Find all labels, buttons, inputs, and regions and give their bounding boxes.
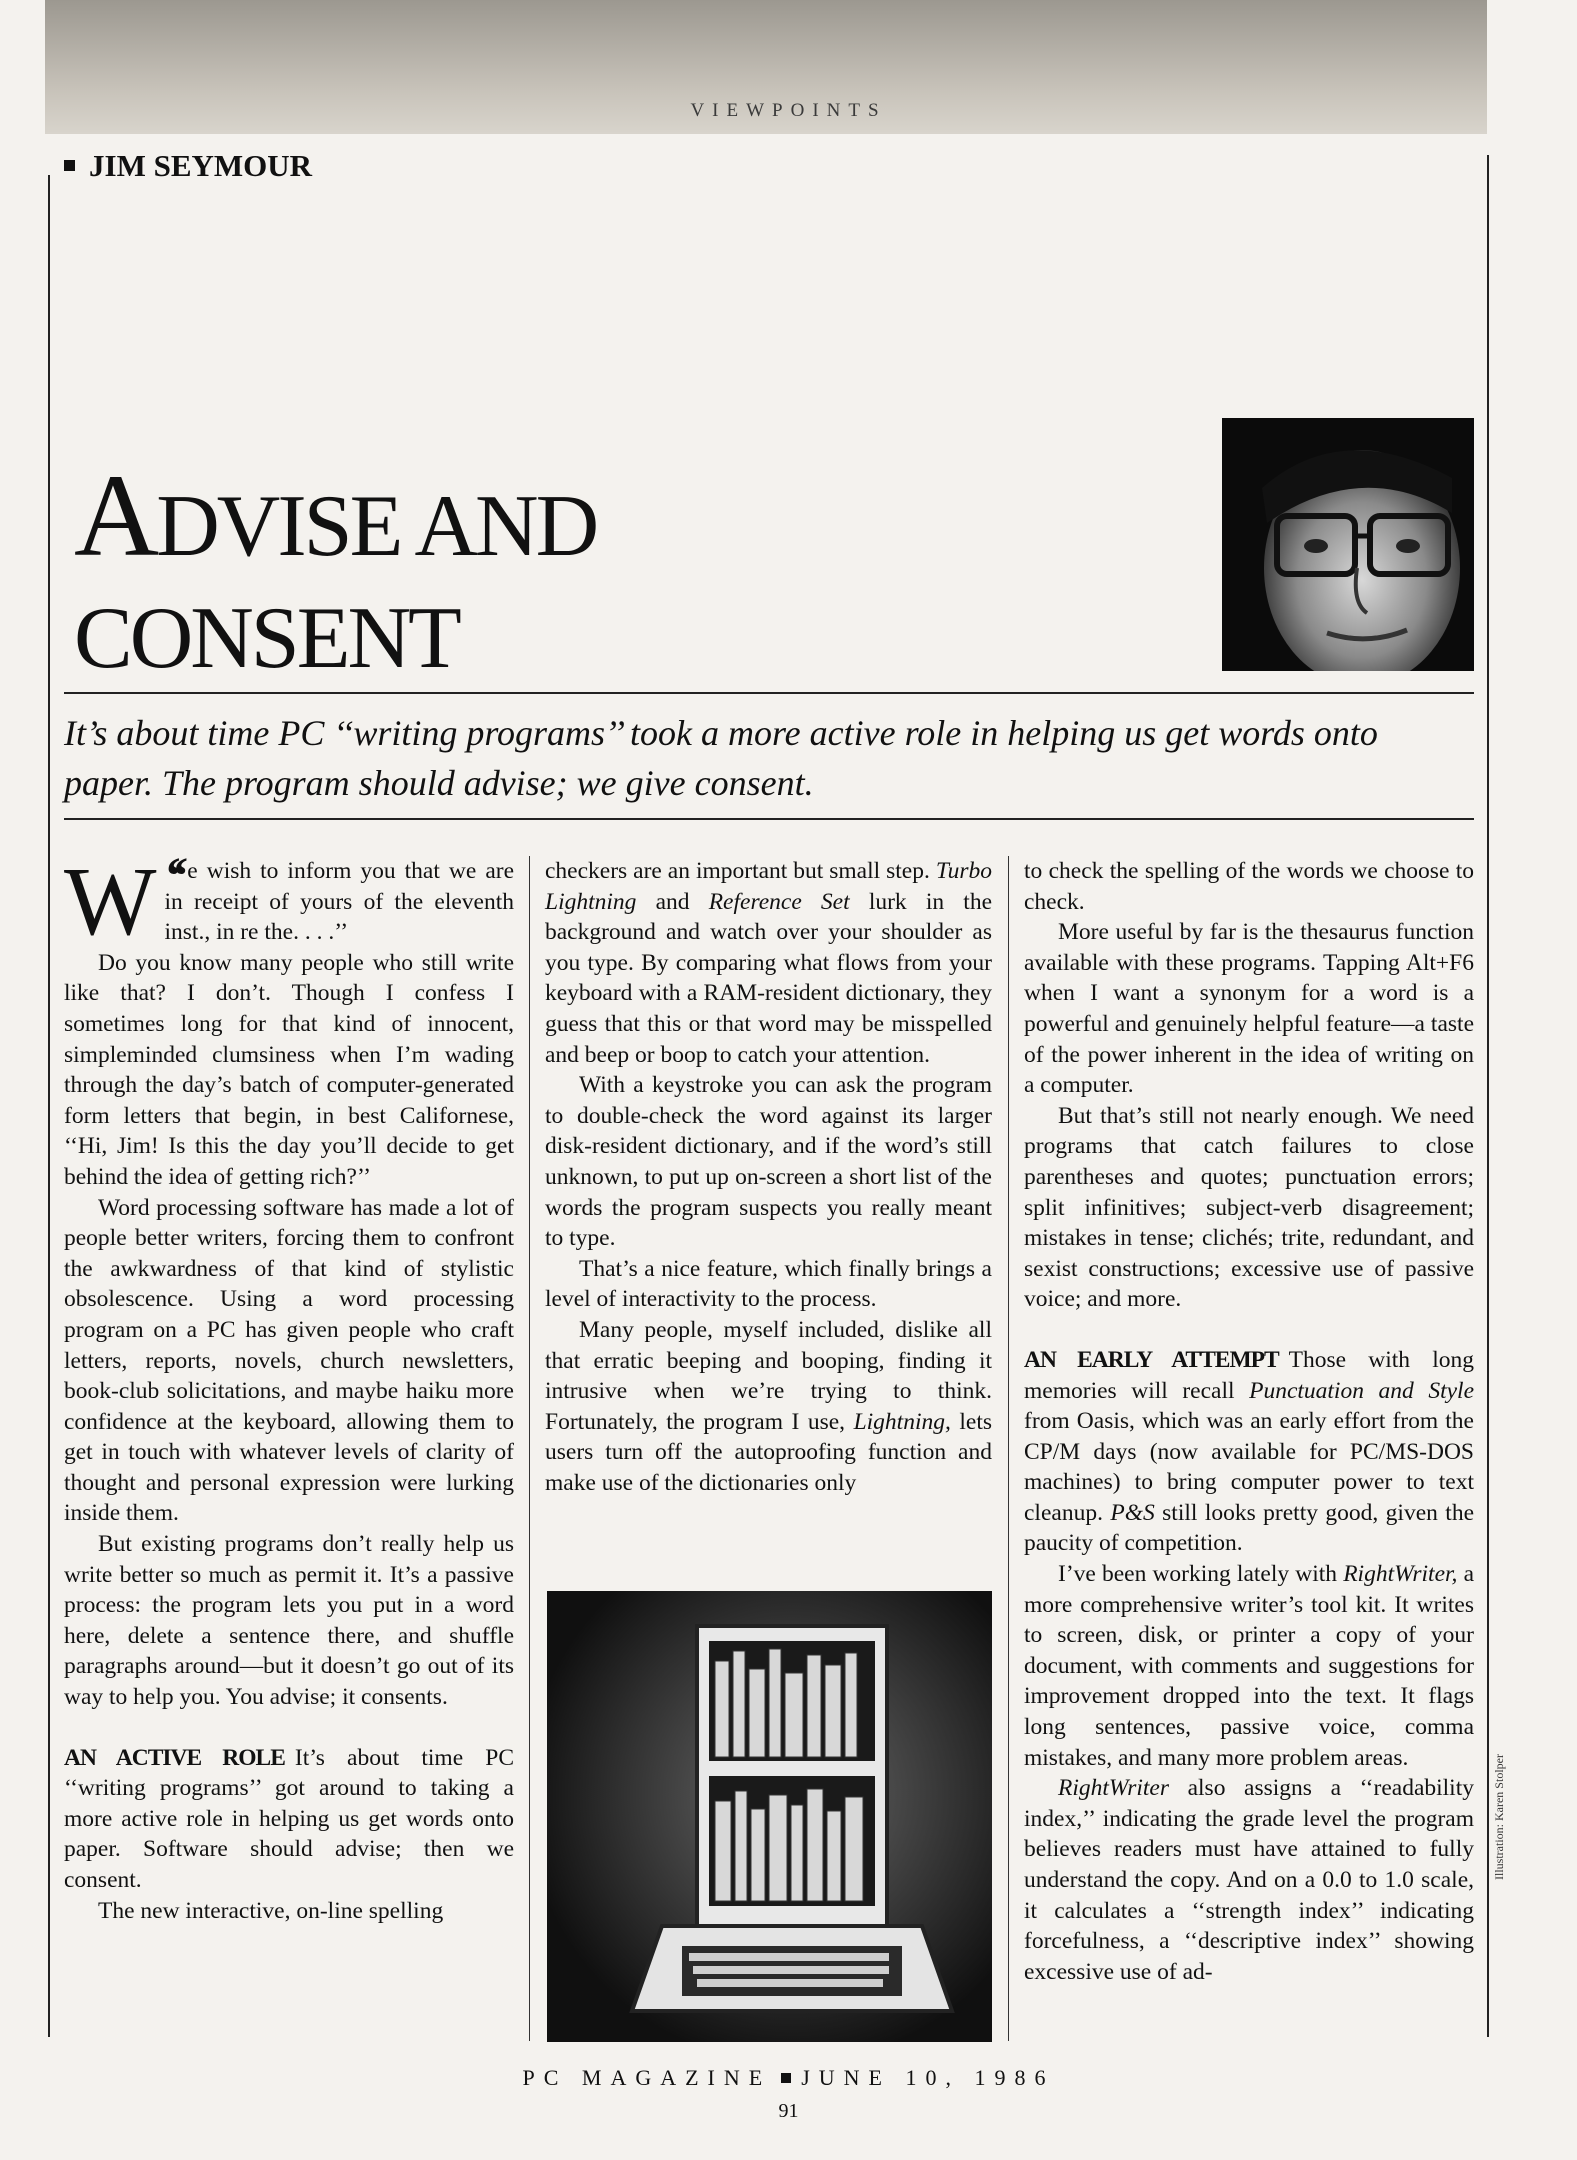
column-1 <box>64 848 514 1926</box>
bullet-square-icon <box>64 160 75 171</box>
col3-paragraph: But that’s still not nearly enough. We need programs that catch failures to close parentheses and quotes; punctuation errors; split infinitives; subject-verb disagreement; mistakes in tense; clichés; trite, redundant, and sexist constructions; excessive use of passive voice; and more. <box>1024 1102 1474 1313</box>
col1-paragraph: ‘‘ W e wish to inform you that we are in receipt of yours of the eleventh inst., in re the. . . .’’ <box>64 848 514 956</box>
author-byline <box>64 148 312 184</box>
author-name: JIM SEYMOUR <box>89 148 313 183</box>
column-3 <box>1024 856 1474 1987</box>
portrait-image <box>1222 418 1474 671</box>
col3-paragraph: to check the spelling of the words we choose to check. <box>1024 858 1474 915</box>
subhead-early-attempt: AN EARLY ATTEMPT <box>1024 1346 1279 1373</box>
bookcase-computer-illustration <box>547 1591 992 2042</box>
col3-paragraph: RightWriter also assigns a ‘‘readability index,’’ indicating the grade level the program believes readers must have attained to fully understand the copy. And on a 0.0 to 1.0 scale, it calculates a ‘‘strength index’’ indicating forcefulness, a ‘‘descriptive index’’ showing excessive use of ad- <box>1024 1775 1474 1985</box>
column-2 <box>545 856 992 1498</box>
col1-paragraph: Word processing software has made a lot of people better writers, forcing them to confront the awkwardness of that kind of stylistic obsolescence. Using a word processing program on a PC has given people who craft letters, reports, novels, church newsletters, book-club solicitations, and maybe haiku more confidence at the keyboard, allowing them to get in touch with whatever levels of clarity of thought and personal expression were lurking inside them. <box>64 1194 514 1527</box>
col2-paragraph: That’s a nice feature, which finally brings a level of interactivity to the process. <box>545 1255 992 1313</box>
col1-paragraph: The new interactive, on-line spelling <box>98 1897 444 1924</box>
col2-paragraph: Many people, myself included, dislike all that erratic beeping and booping, finding it intrusive when we’re trying to think. Fortunately, the program I use, Lightning, lets users turn off the autoproofing function and make use of the dictionaries only <box>545 1316 992 1496</box>
author-portrait <box>1222 418 1474 671</box>
deck-rule-top <box>64 692 1474 694</box>
deck: It’s about time PC ‘‘writing programs’’ took a more active role in helping us get words onto paper. The program should advise; we give consent. <box>64 713 1378 803</box>
illustration-credit: Illustration: Karen Stolper <box>1492 1754 1506 1880</box>
headline-line2: CONSENT <box>74 590 459 687</box>
frame-rule-right <box>1487 155 1489 2037</box>
illustration-image <box>547 1591 992 2042</box>
section-label: VIEWPOINTS <box>690 100 887 121</box>
col1-paragraph: Do you know many people who still write like that? I don’t. Though I confess I sometimes long for that kind of innocent, simpleminded clumsiness when I’m wading through the day’s batch of computer-generated form letters that begin, in best Californese, ‘‘Hi, Jim! Is this the day you’ll decide to get behind the idea of getting rich?’’ <box>64 949 514 1190</box>
page-number: 91 <box>778 2100 799 2122</box>
col3-paragraph: AN EARLY ATTEMPT Those with long memories will recall Punctuation and Style from Oasis, which was an early effort from the CP/M days (now available for PC/MS-DOS machines) to bring computer power to text cleanup. P&S still looks pretty good, given the paucity of competition. <box>1024 1346 1475 1557</box>
col3-paragraph: I’ve been working lately with RightWriter, a more comprehensive writer’s tool kit. It writes to screen, disk, or printer a copy of your document, with comments and suggestions for improvement dropped into the text. It flags long sentences, passive voice, comma mistakes, and many more problem areas. <box>1024 1561 1475 1771</box>
drop-cap: W <box>64 848 157 956</box>
col2-paragraph: With a keystroke you can ask the program to double-check the word against its larger disk-resident dictionary, and if the word’s still unknown, to put up on-screen a short list of the words the program suspects you really meant to type. <box>545 1072 992 1252</box>
deck-rule-bottom <box>64 818 1474 820</box>
footer: PC MAGAZINE JUNE 10, 1986 <box>522 2065 1055 2090</box>
column-divider <box>529 856 530 2041</box>
subhead-active-role: AN ACTIVE ROLE <box>64 1744 285 1771</box>
column-divider <box>1008 856 1009 2041</box>
col1-paragraph: But existing programs don’t really help us write better so much as permit it. It’s a passive process: the program lets you put in a word here, delete a sentence there, and shuffle paragraphs around—but it doesn’t go out of its way to help you. You advise; it consents. <box>64 1531 514 1711</box>
col2-paragraph: checkers are an important but small step. Turbo Lightning and Reference Set lurk in the background and watch over your shoulder as you type. By comparing what flows from your keyboard with a RAM-resident dictionary, they guess that this or that word may be misspelled and beep or boop to catch your attention. <box>545 858 993 1068</box>
col3-paragraph: More useful by far is the thesaurus function available with these programs. Tapping Alt+F6 when I want a synonym for a word is a powerful and genuinely helpful feature—a taste of the power inherent in the idea of writing on a computer. <box>1024 919 1474 1099</box>
bullet-square-icon <box>781 2073 791 2083</box>
headline-line1: ADVISE AND <box>74 450 597 581</box>
col1-paragraph: AN ACTIVE ROLE It’s about time PC ‘‘writing programs’’ got around to taking a more active role in helping us get words onto paper. Software should advise; then we consent. <box>64 1744 514 1893</box>
frame-rule-left <box>48 175 50 2037</box>
headline <box>74 450 597 695</box>
